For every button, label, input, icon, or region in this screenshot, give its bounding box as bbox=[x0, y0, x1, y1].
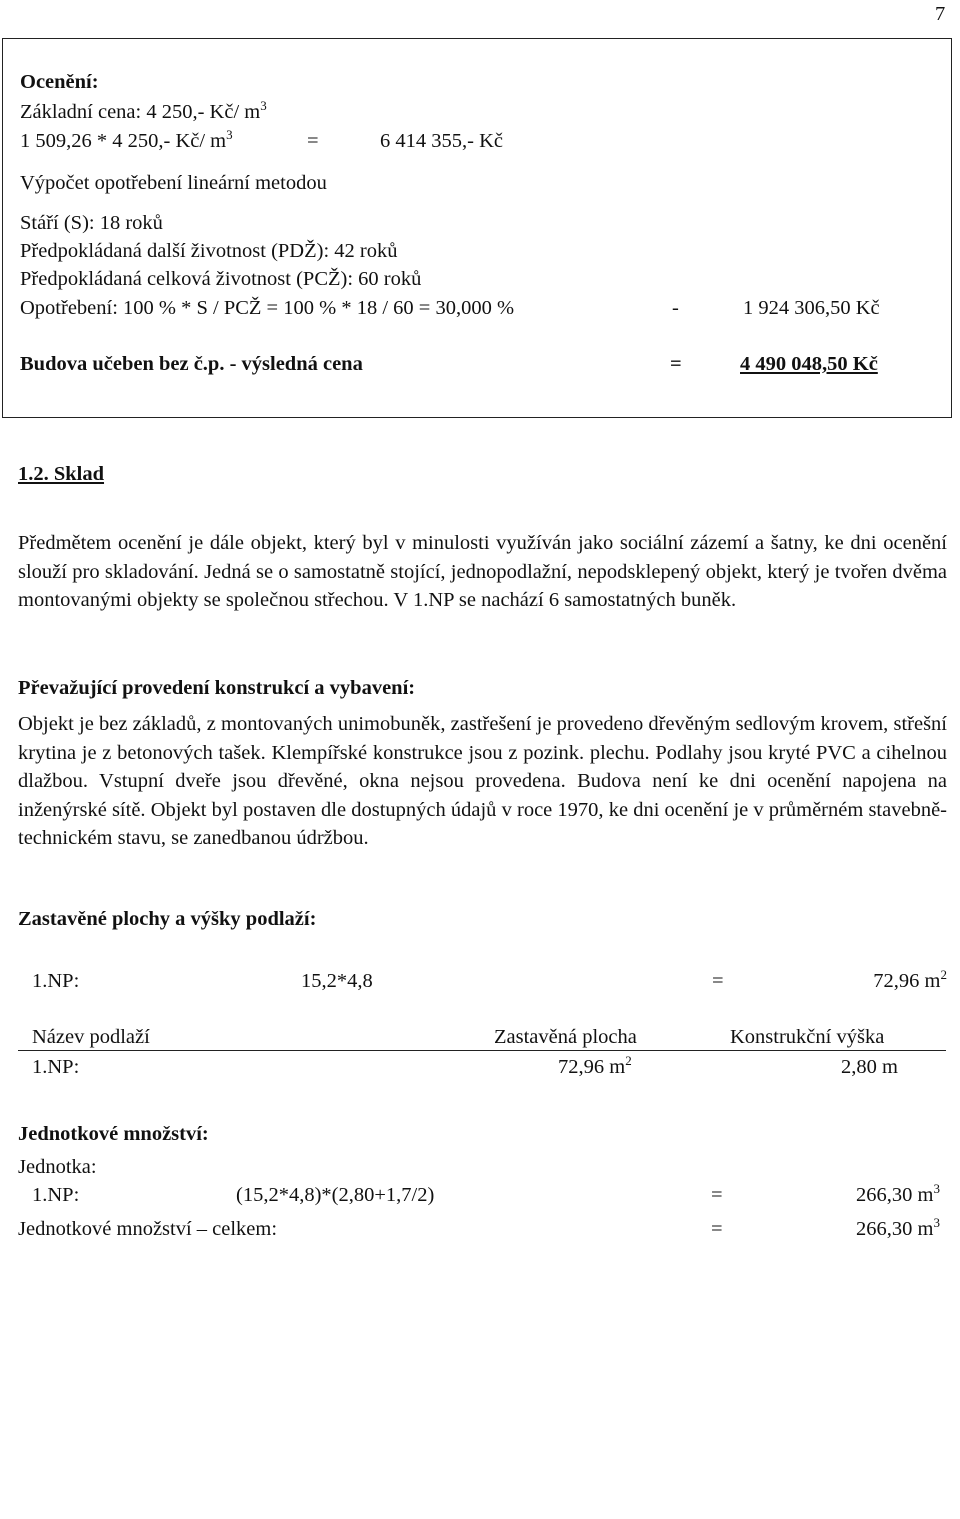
calc-equals: = bbox=[307, 130, 319, 152]
intro-paragraph: Předmětem ocenění je dále objekt, který byl v minulosti využíván jako sociální zázemí a šatny, ke dni ocenění slouží pro skladování. Jedná se o samostatně stojící, jednopodlažní, nepodsklepený objekt, který je tvořen dvěma montovanými objekty se společnou střechou. V 1.NP se nachází 6 samostatných buněk. bbox=[18, 532, 947, 611]
areas-heading: Zastavěné plochy a výšky podlaží: bbox=[18, 908, 317, 930]
table-row-area: 72,96 $m^2$ bbox=[558, 1053, 632, 1078]
table-divider bbox=[18, 1050, 946, 1051]
table-row-name: 1.NP: bbox=[32, 1056, 80, 1078]
unit-heading: Jednotkové množství: bbox=[18, 1123, 209, 1145]
result-line bbox=[670, 352, 908, 377]
unit-label: Jednotka: bbox=[18, 1156, 97, 1178]
unit-total-equals: = bbox=[711, 1218, 723, 1240]
calc-result: 6 414 355,- Kč bbox=[380, 130, 503, 152]
construction-heading: Převažující provedení konstrukcí a vybavení: bbox=[18, 677, 416, 699]
unit-total-label: Jednotkové množství – celkem: bbox=[18, 1218, 278, 1240]
section-title: 1.2. Sklad bbox=[18, 463, 105, 485]
construction-paragraph: Objekt je bez základů, z montovaných unimobuněk, zastřešení je provedeno dřevěným sedlovým krovem, střešní krytina je z betonových tašek. Klempířské konstrukce jsou z pozink. plechu. Podlahy jsou kryté PVC a cihelnou dlažbou. Vstupní dveře jsou dřevěné, okna nejsou provedena. Budova není ke dni ocenění napojena na inženýrské sítě. Objekt byl postaven dle dostupných údajů v roce 1970, ke dni ocenění je v průměrném stavebně-technickém stavu, se zanedbanou údržbou. bbox=[18, 713, 947, 849]
result-label: Budova učeben bez č.p. - výsledná cena bbox=[20, 353, 363, 375]
base-price: Základní cena: 4 250,- Kč/ $m^3$ bbox=[20, 98, 267, 123]
result-equals: = bbox=[670, 353, 682, 375]
page-number: 7 bbox=[935, 3, 946, 25]
unit-calc-label: 1.NP: bbox=[32, 1184, 80, 1206]
area-calc-label: 1.NP: bbox=[32, 970, 80, 992]
unit-calc-equals: = bbox=[711, 1184, 723, 1206]
valuation-heading: Ocenění: bbox=[20, 71, 99, 93]
method: Výpočet opotřebení lineární metodou bbox=[20, 172, 327, 194]
area-calc-value: 72,96 $m^2$ bbox=[873, 967, 947, 992]
result-value: 4 490 048,50 Kč bbox=[740, 353, 878, 375]
table-row-height: 2,80 m bbox=[841, 1056, 898, 1078]
unit-calc-value: 266,30 $m^3$ bbox=[856, 1181, 940, 1206]
table-header-name: Název podlaží bbox=[32, 1026, 150, 1048]
wear-amount: 1 924 306,50 Kč bbox=[743, 297, 880, 319]
wear-sign: - bbox=[672, 297, 679, 319]
table-header-height: Konstrukční výška bbox=[730, 1026, 885, 1048]
area-calc-equals: = bbox=[712, 970, 724, 992]
wear-formula: Opotřebení: 100 % * S / PCŽ = 100 % * 18 / 60 = 30,000 % bbox=[20, 297, 515, 319]
remaining-life: Předpokládaná další životnost (PDŽ): 42 roků bbox=[20, 240, 398, 262]
unit-total-value: 266,30 $m^3$ bbox=[856, 1215, 940, 1240]
calc-left: 1 509,26 * 4 250,- Kč/ $m^3$ bbox=[20, 127, 233, 152]
age: Stáří (S): 18 roků bbox=[20, 212, 163, 234]
unit-calc-formula: (15,2*4,8)*(2,80+1,7/2) bbox=[236, 1184, 435, 1206]
table-header-area: Zastavěná plocha bbox=[494, 1026, 637, 1048]
area-calc-formula: 15,2*4,8 bbox=[301, 970, 373, 992]
total-life: Předpokládaná celková životnost (PCŽ): 60 roků bbox=[20, 268, 422, 290]
